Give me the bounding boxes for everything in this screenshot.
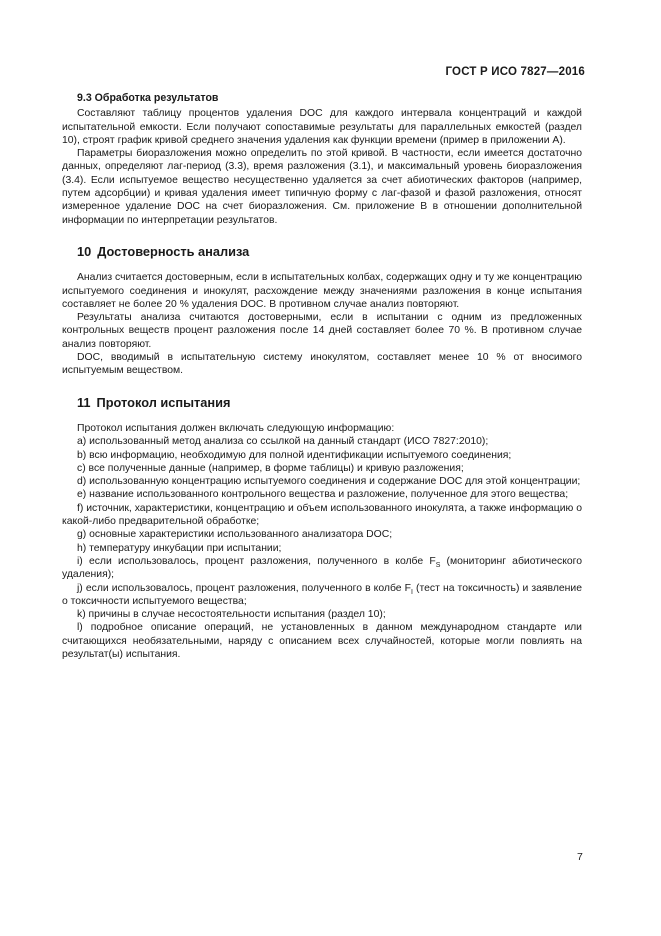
- list-item: b) всю информацию, необходимую для полной идентификации испытуемого соединения;: [77, 449, 512, 461]
- list-item: d) использованную концентрацию испытуемого соединения и содержание DOC для этой концентрации;: [77, 476, 581, 488]
- paragraph-biodegradation-params: Параметры биоразложения можно определить по этой кривой. В частности, если имеется достаточно данных, определяют лаг-период (3.3), время разложения (3.1), и максимальный уровень биоразложения (3.4). Если испытуемое вещество несущественно удаляется за счет абиотических факторов (например, путем адсорбции) и кривая удаления имеет типичную форму с лаг-фазой и фазой разложения, относят измеренное удаление DOC на счет биоразложения. См. приложение В в отношении дополнительной информации по интерпретации результатов.: [62, 148, 582, 226]
- list-item: g) основные характеристики использованного анализатора DOC;: [77, 529, 393, 541]
- list-item: e) название использованного контрольного вещества и разложение, полученное для этого вещества;: [77, 489, 569, 501]
- paragraph-report-intro: Протокол испытания должен включать следующую информацию:: [77, 422, 395, 434]
- section-title: Достоверность анализа: [97, 243, 250, 259]
- list-item: [62, 555, 582, 582]
- subsection-heading-9-3: 9.3 Обработка результатов: [77, 92, 219, 104]
- list-item: h) температуру инкубации при испытании;: [77, 542, 282, 554]
- list-item: c) все полученные данные (например, в форме таблицы) и кривую разложения;: [77, 462, 464, 474]
- list-item-tail: (тест на токсичность) и заявление о токсичности испытуемого вещества;: [62, 582, 582, 607]
- list-item: f) источник, характеристики, концентрацию и объем использованного инокулята, а также информацию о какой-либо предварительной обработке;: [62, 502, 582, 528]
- list-item: l) подробное описание операций, не установленных в данном международном стандарте или считающихся необязательными, наряду с описанием всех случайностей, которые могли повлиять на результат(ы) испытания.: [62, 622, 582, 660]
- list-item-tail: (мониторинг абиотического удаления);: [62, 555, 582, 581]
- subscript: I: [411, 588, 413, 596]
- list-item: [62, 582, 582, 609]
- paragraph-validity-1: Анализ считается достоверным, если в испытательных колбах, содержащих одну и ту же концентрацию испытуемого соединения и инокулят, расхождение между значениями разложения в конце испытания составляет не более 20 % удаления DOC. В противном случае анализ повторяют.: [62, 272, 582, 310]
- section-number: 10: [77, 243, 92, 259]
- subscript: S: [435, 561, 441, 569]
- list-item: a) использованный метод анализа со ссылкой на данный стандарт (ИСО 7827:2010);: [77, 436, 489, 448]
- paragraph-validity-2: Результаты анализа считаются достоверными, если в испытании с одним из предложенных контрольных веществ процент разложения после 14 дней составляет более 70 %. В противном случае анализ повторяют.: [62, 312, 582, 350]
- document-header: ГОСТ Р ИСО 7827—2016: [445, 66, 585, 78]
- section-title: Протокол испытания: [96, 394, 231, 410]
- list-item-text: i) если использовалось, процент разложения, полученного в колбе F: [77, 555, 436, 567]
- section-number: 11: [77, 394, 91, 410]
- paragraph-results-table: Составляют таблицу процентов удаления DOC для каждого интервала концентраций и каждой испытательной емкости. Если получают сопоставимые результаты для параллельных емкостей (раздел 10), строят график кривой среднего значения удаления как функции времени (пример в приложении А).: [62, 108, 582, 146]
- list-item: k) причины в случае несостоятельности испытания (раздел 10);: [77, 609, 386, 621]
- paragraph-validity-3: DOC, вводимый в испытательную систему инокулятом, составляет менее 10 % от вносимого испытуемым веществом.: [62, 352, 582, 377]
- section-heading-11: [62, 396, 582, 409]
- list-item-text: j) если использовалось, процент разложения, полученного в колбе F: [77, 582, 411, 594]
- document-body: [62, 92, 582, 661]
- section-heading-10: [62, 245, 582, 258]
- page-number: 7: [577, 851, 583, 863]
